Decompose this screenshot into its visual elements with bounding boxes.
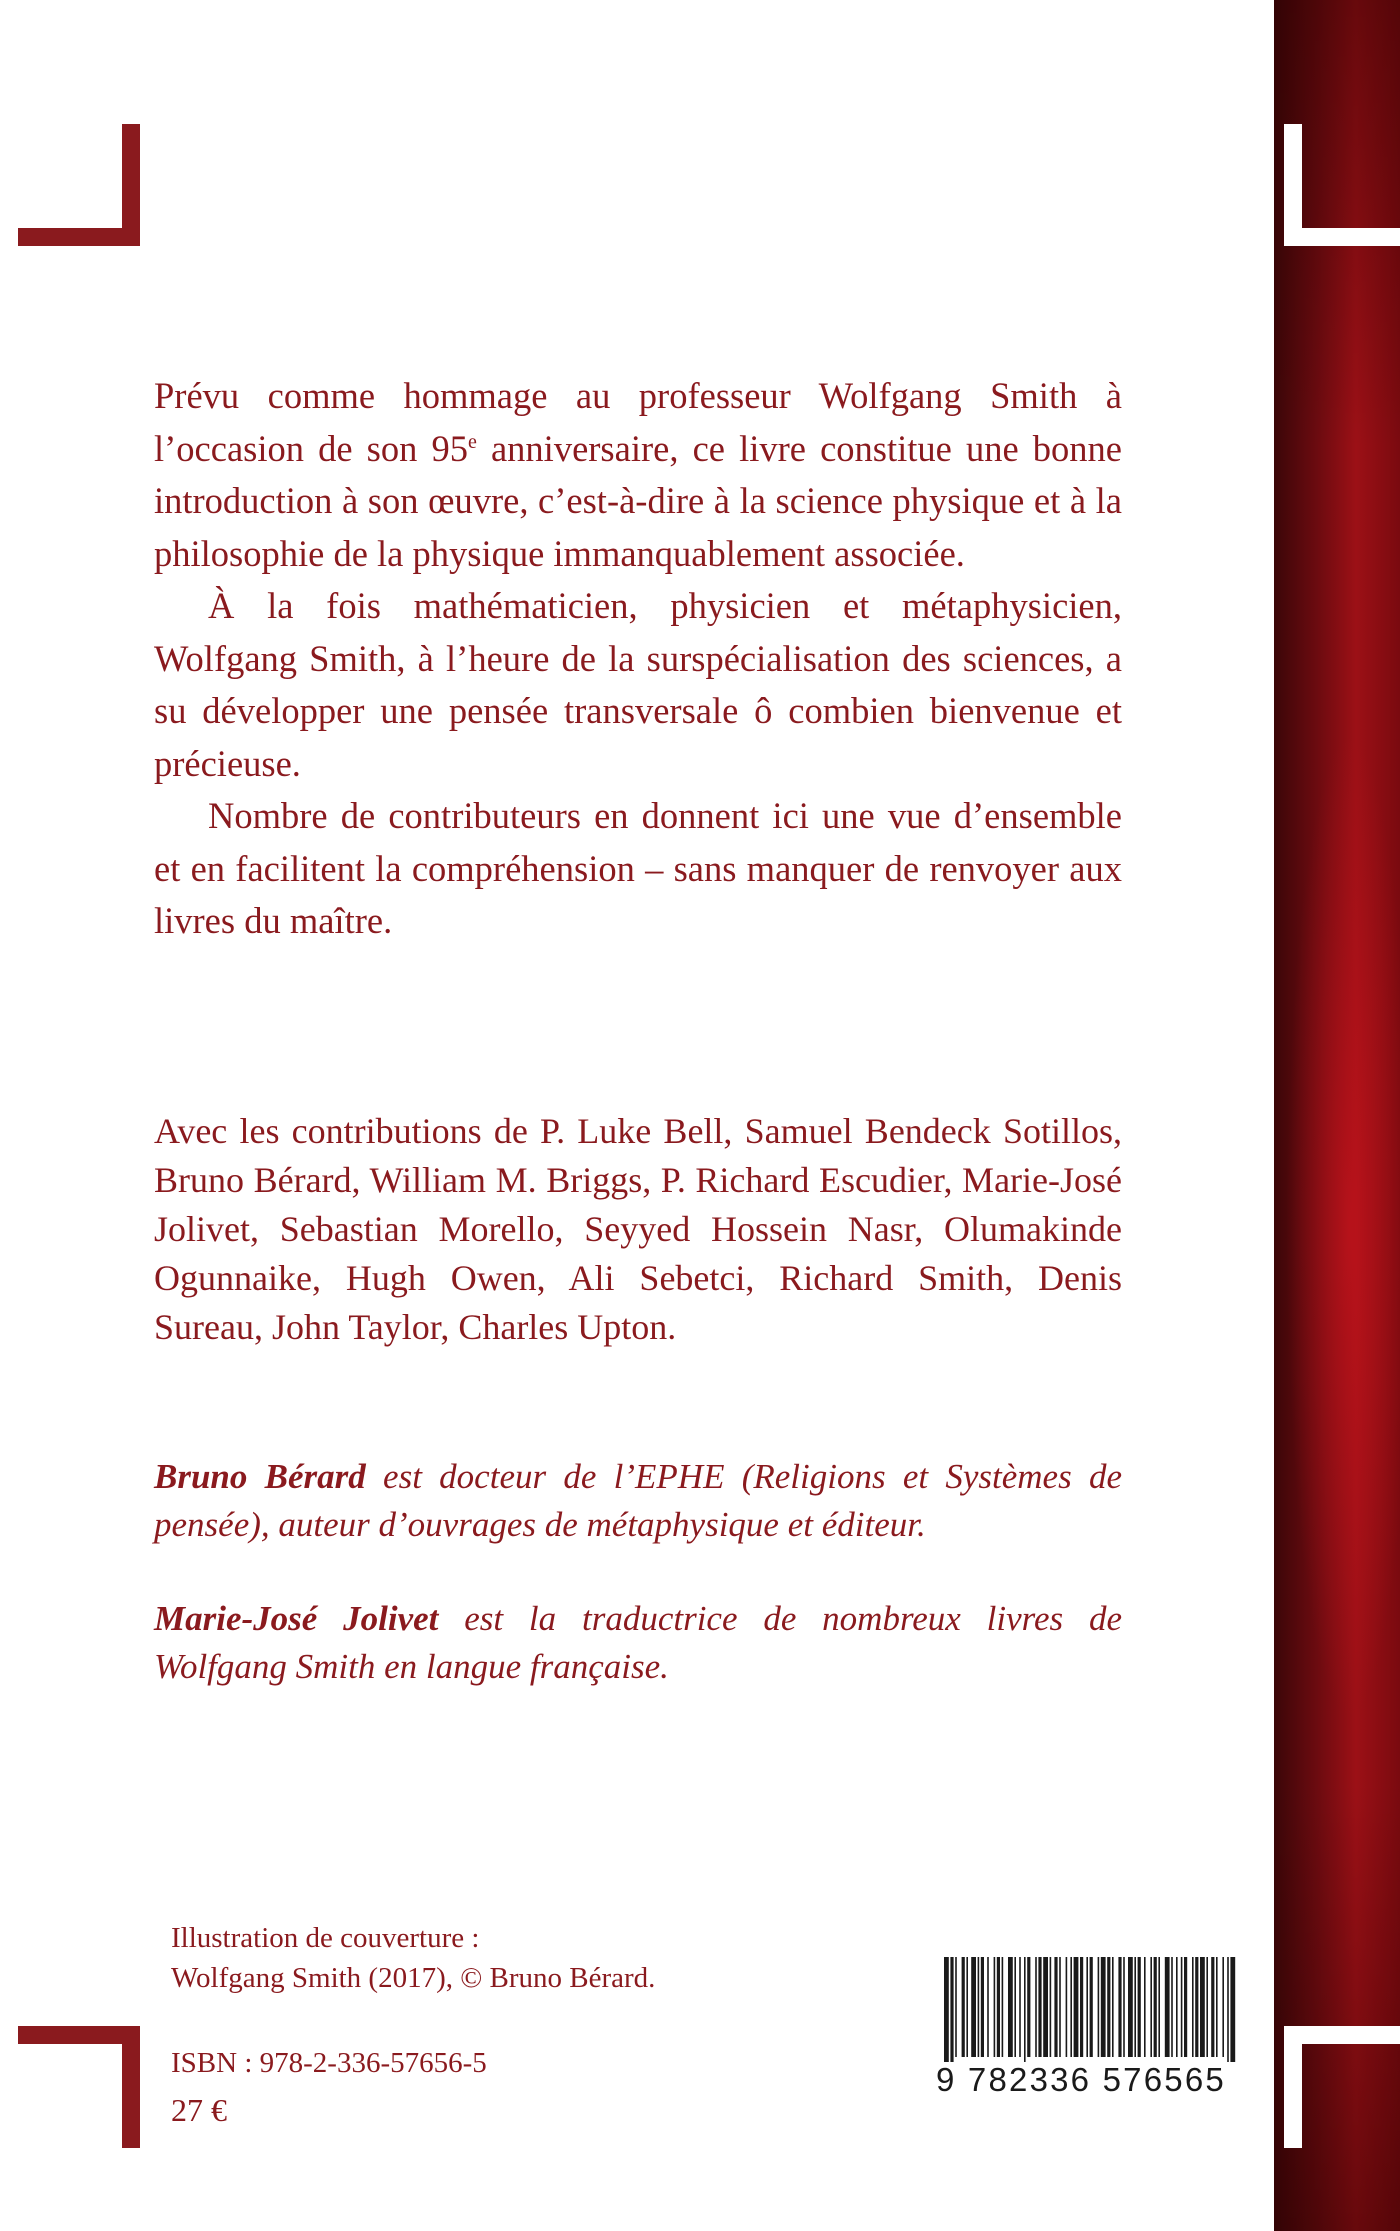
barcode-bar [1107, 1957, 1110, 2057]
barcode-bar [1144, 1957, 1146, 2057]
blurb-paragraph-1-start: Prévu comme hommage au professeur Wolfgang Smith à l’occasion de son 95 [154, 375, 1122, 469]
barcode-bar [1112, 1957, 1114, 2057]
isbn: ISBN : 978-2-336-57656-5 [171, 2047, 487, 2079]
barcode-bar [1123, 1957, 1125, 2057]
credit-label: Illustration de couverture : [171, 1922, 480, 1954]
barcode-bars [940, 1957, 1240, 2067]
barcode-bar [1008, 1957, 1013, 2057]
barcode-bar [981, 1957, 984, 2057]
barcode-bar [1070, 1957, 1072, 2057]
barcode [940, 1957, 1240, 2129]
barcode-bar [1066, 1957, 1068, 2057]
barcode-bar [1128, 1957, 1133, 2057]
barcode-bar [1200, 1957, 1205, 2057]
barcode-bar [997, 1957, 1000, 2057]
barcode-bar [1195, 1957, 1198, 2057]
ordinal-superscript: e [467, 430, 477, 453]
book-spine-shading [1274, 0, 1400, 2231]
blurb [154, 370, 1122, 948]
barcode-digits: 9 782336 576565 [936, 2062, 1244, 2098]
barcode-bar [1019, 1957, 1021, 2057]
bio-text: est docteur de l’EPHE (Religions et Systèmes de pensée), auteur d’ouvrages de métaphysique et éditeur. [154, 1457, 1122, 1544]
barcode-bar [1158, 1957, 1160, 2057]
barcode-bar [994, 1957, 996, 2057]
barcode-bar [1134, 1957, 1136, 2057]
author-bios [154, 1453, 1122, 1737]
barcode-bar [1165, 1957, 1170, 2057]
barcode-bar [1138, 1957, 1141, 2057]
bio-bruno-berard [154, 1453, 1122, 1549]
blurb-paragraph-3: Nombre de contributeurs en donnent ici une vue d’ensemble et en facilitent la compréhension – sans manquer de renvoyer aux livres du maître. [154, 795, 1122, 941]
barcode-bar [1227, 1957, 1229, 2067]
cover-illustration-credit [171, 1918, 771, 1998]
corner-mark-bottom-right [1284, 2026, 1400, 2148]
barcode-bar [1002, 1957, 1004, 2057]
contributors-list [154, 1107, 1122, 1352]
barcode-bar [1090, 1957, 1093, 2057]
barcode-bar [1118, 1957, 1121, 2057]
barcode-bar [978, 1957, 980, 2057]
corner-mark-top-left [18, 124, 140, 246]
bio-marie-jose-jolivet [154, 1595, 1122, 1691]
barcode-bar [966, 1957, 968, 2057]
blurb-paragraph-1 [154, 370, 1122, 580]
barcode-bar [1101, 1957, 1106, 2057]
barcode-bar [1038, 1957, 1041, 2057]
barcode-bar [1216, 1957, 1218, 2057]
barcode-bar [962, 1957, 965, 2057]
barcode-bar [1043, 1957, 1048, 2057]
contributors-text: Avec les contributions de P. Luke Bell, Samuel Bendeck Sotillos, Bruno Bérard, William M. Briggs, P. Richard Escudier, Marie-José Jolivet, Sebastian Morello, Seyyed Hossein Nasr, Olumakinde Ogunnaike, Hugh Owen, Ali Sebetci, Richard Smith, Denis Sureau, John Taylor, Charles Upton. [154, 1111, 1122, 1347]
credit-value: Wolfgang Smith (2017), © Bruno Bérard. [171, 1962, 656, 1994]
barcode-bar [1080, 1957, 1083, 2057]
price: 27 € [171, 2092, 227, 2128]
bio-name: Marie-José Jolivet [154, 1599, 439, 1638]
barcode-bar [1184, 1957, 1187, 2057]
barcode-bar [1181, 1957, 1183, 2057]
blurb-paragraph-2: À la fois mathématicien, physicien et métaphysicien, Wolfgang Smith, à l’heure de la surspécialisation des sciences, a su développer une pensée transversale ô combien bienvenue et précieuse. [154, 585, 1122, 784]
barcode-bar [944, 1957, 949, 2067]
barcode-bar [1054, 1957, 1057, 2057]
barcode-bar [955, 1957, 957, 2057]
barcode-bar [1211, 1957, 1214, 2057]
barcode-bar [1154, 1957, 1157, 2057]
barcode-bar [1176, 1957, 1178, 2057]
barcode-bar [1024, 1957, 1026, 2067]
barcode-bar [1098, 1957, 1100, 2057]
barcode-bar [1086, 1957, 1088, 2057]
bio-text: est la traductrice de nombreux livres de Wolfgang Smith en langue française. [154, 1599, 1122, 1686]
corner-mark-top-right [1284, 124, 1400, 246]
blurb-paragraph-1-end: anniversaire, ce livre constitue une bonne introduction à son œuvre, c’est-à-dire à la science physique et à la philosophie de la physique immanquablement associée. [154, 427, 1122, 574]
bio-name: Bruno Bérard [154, 1457, 366, 1496]
barcode-bar [1230, 1957, 1235, 2067]
barcode-bar [950, 1957, 953, 2067]
barcode-bar [1059, 1957, 1061, 2057]
barcode-bar [1192, 1957, 1194, 2057]
barcode-bar [987, 1957, 989, 2057]
barcode-bar [1222, 1957, 1224, 2057]
barcode-bar [1014, 1957, 1016, 2057]
barcode-bar [1171, 1957, 1173, 2057]
barcode-bar [1074, 1957, 1079, 2057]
barcode-bar [1206, 1957, 1208, 2057]
barcode-bar [1150, 1957, 1152, 2057]
corner-mark-bottom-left [18, 2026, 140, 2148]
barcode-bar [1027, 1957, 1030, 2057]
barcode-bar [971, 1957, 976, 2057]
barcode-bar [1050, 1957, 1052, 2057]
barcode-bar [1035, 1957, 1037, 2057]
